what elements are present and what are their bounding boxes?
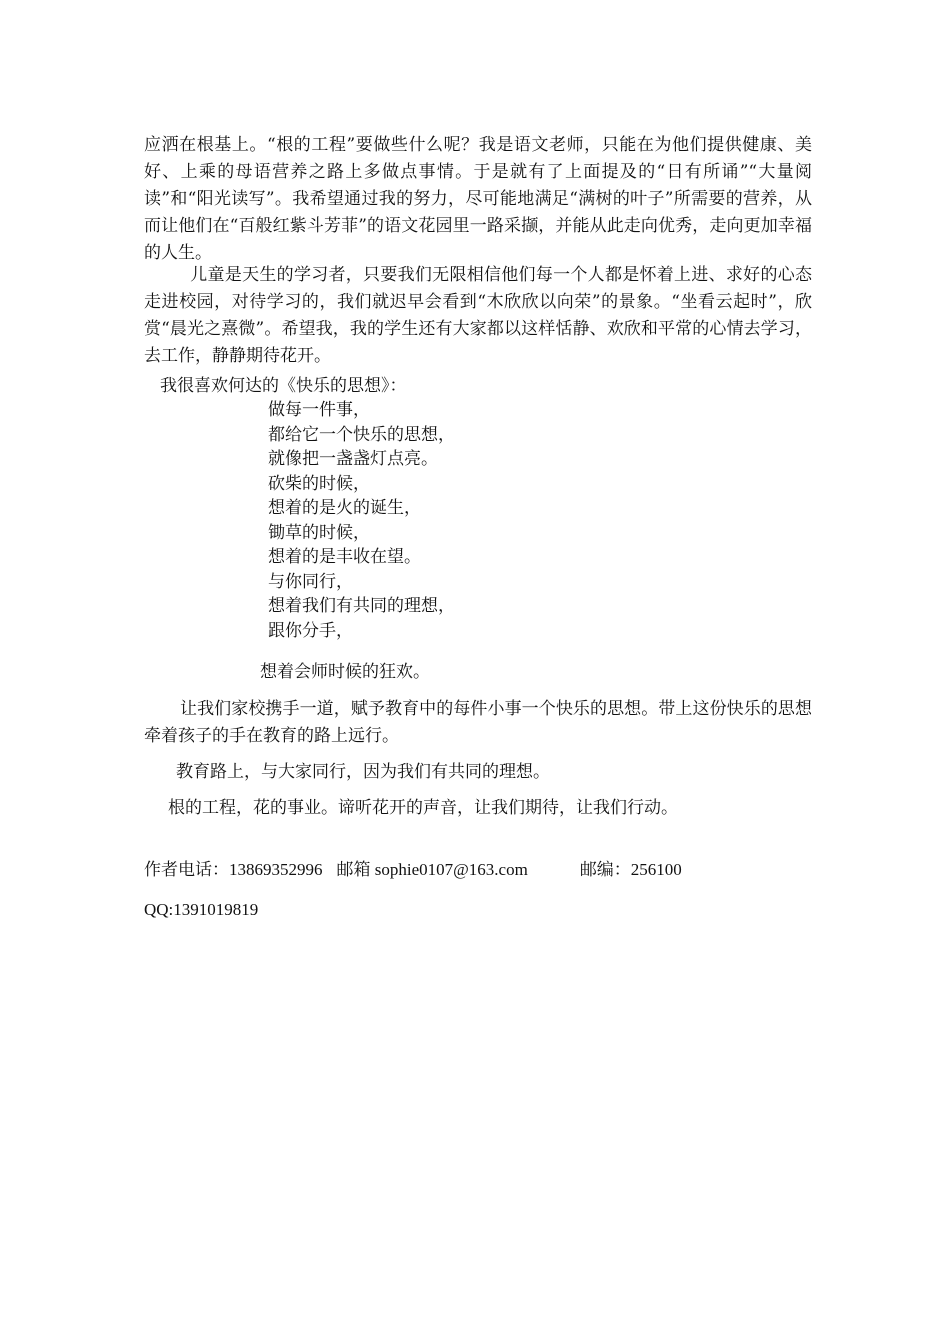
poem-line: 做每一件事， — [268, 400, 370, 420]
author-email: 邮箱 sophie0107@163.com — [336, 860, 528, 879]
contact-line — [144, 858, 682, 882]
poem-line: 锄草的时候， — [268, 522, 370, 543]
paragraph-children-learners — [144, 262, 812, 370]
author-postcode: 邮编：256100 — [579, 860, 682, 879]
paragraph-root-project: 应洒在根基上。“根的工程”要做些什么呢？我是语文老师，只能在为他们提供健康、美好、上乘的母语营养之路上多做点事情。于是就有了上面提及的“日有所诵”“大量阅读”和“阳光读写”。我希望通过我的努力，尽可能地满足“满树的叶子”所需要的营养，从而让他们在“百般红紫斗芳菲”的语文花园里一路采撷，并能从此走向优秀，走向更加幸福的人生。 — [144, 135, 812, 263]
poem-line: 都给它一个快乐的思想， — [268, 424, 455, 445]
author-phone: 作者电话：13869352996 — [144, 860, 323, 879]
paragraph-closing: 让我们家校携手一道，赋予教育中的每件小事一个快乐的思想。带上这份快乐的思想牵着孩子的手在教育的路上远行。 — [144, 699, 812, 746]
line-education-path: 教育路上，与大家同行，因为我们有共同的理想。 — [176, 762, 550, 782]
poem-block — [268, 398, 455, 643]
poem-line: 想着的是丰收在望。 — [268, 547, 421, 567]
line-root-project: 根的工程，花的事业。谛听花开的声音，让我们期待，让我们行动。 — [168, 798, 678, 818]
author-qq: QQ:1391019819 — [144, 900, 259, 919]
contact-qq — [144, 898, 258, 922]
poem-line: 想着的是火的诞生， — [268, 498, 421, 518]
paragraph-children-learners-text: 儿童是天生的学习者，只要我们无限相信他们每一个人都是怀着上进、求好的心态走进校园，对待学习的，我们就迟早会看到“木欣欣以向荣”的景象。“坐看云起时”，欣赏“晨光之熹微”。希望我，我的学生还有大家都以这样恬静、欢欣和平常的心情去学习，去工作，静静期待花开。 — [144, 265, 812, 366]
poem-line: 就像把一盏盏灯点亮。 — [268, 449, 438, 469]
poem-line: 跟你分手， — [268, 620, 353, 641]
poem-line: 砍柴的时候， — [268, 473, 370, 494]
poem-line: 与你同行， — [268, 571, 353, 592]
poem-intro: 我很喜欢何达的《快乐的思想》： — [160, 376, 407, 396]
poem-last-line: 想着会师时候的狂欢。 — [260, 662, 430, 682]
poem-line: 想着我们有共同的理想， — [268, 596, 455, 616]
